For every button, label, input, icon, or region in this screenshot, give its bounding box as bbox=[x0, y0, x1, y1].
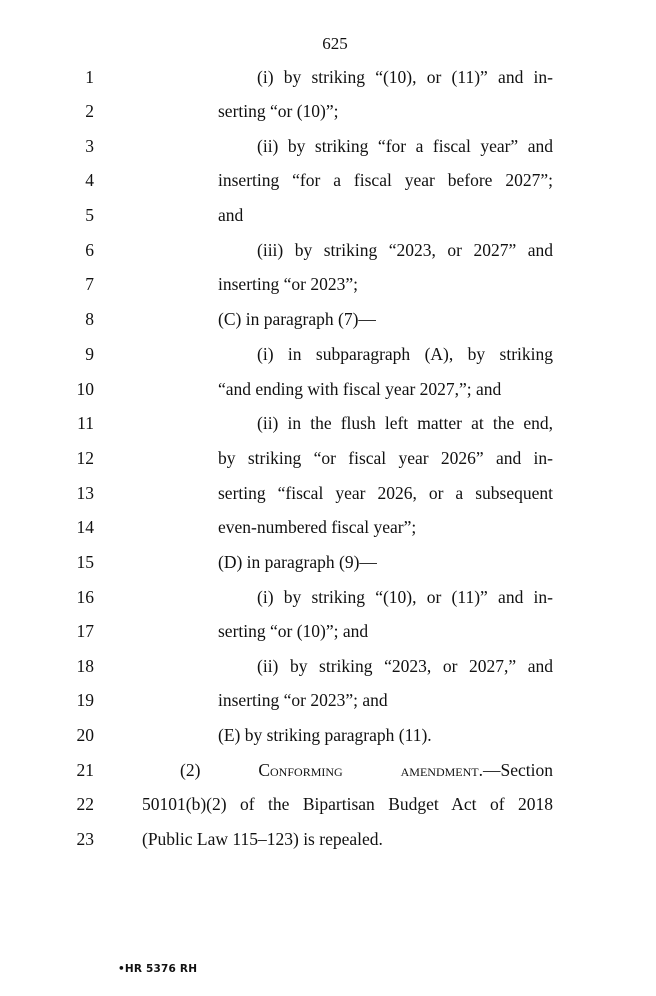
text-line bbox=[0, 685, 656, 715]
line-number: 20 bbox=[76, 725, 94, 745]
text-line bbox=[0, 374, 656, 404]
paragraph-number: (2) bbox=[180, 760, 201, 780]
line-text: (i) by striking “(10), or (11)” and in- bbox=[257, 587, 553, 607]
line-text: (Public Law 115–123) is repealed. bbox=[142, 829, 383, 849]
text-line bbox=[0, 339, 656, 369]
line-number: 17 bbox=[76, 621, 94, 641]
line-text: (ii) by striking “for a fiscal year” and bbox=[257, 136, 553, 156]
line-number: 6 bbox=[85, 240, 94, 260]
text-line bbox=[0, 478, 656, 508]
text-line bbox=[0, 547, 656, 577]
paragraph-heading: Conforming amendment bbox=[258, 760, 479, 780]
paragraph-heading-end: .—Section bbox=[478, 760, 553, 780]
line-text: (D) in paragraph (9)— bbox=[218, 552, 377, 572]
line-text: “and ending with fiscal year 2027,”; and bbox=[218, 379, 502, 399]
text-line bbox=[0, 62, 656, 92]
line-text: and bbox=[218, 205, 244, 225]
line-text: inserting “or 2023”; bbox=[218, 274, 358, 294]
line-text: 50101(b)(2) of the Bipartisan Budget Act of 2018 bbox=[142, 794, 553, 814]
text-line bbox=[0, 824, 656, 854]
line-text: (ii) in the flush left matter at the end, bbox=[257, 413, 553, 433]
line-text: (E) by striking paragraph (11). bbox=[218, 725, 432, 745]
line-text: serting “fiscal year 2026, or a subsequent bbox=[218, 483, 553, 503]
line-number: 18 bbox=[76, 656, 94, 676]
line-number: 4 bbox=[85, 170, 94, 190]
line-text: serting “or (10)”; bbox=[218, 101, 339, 121]
text-line bbox=[0, 131, 656, 161]
line-number: 21 bbox=[76, 760, 94, 780]
line-text: (ii) by striking “2023, or 2027,” and bbox=[257, 656, 553, 676]
text-line bbox=[0, 165, 656, 195]
page-number: 625 bbox=[322, 34, 348, 53]
text-line bbox=[0, 616, 656, 646]
line-text: (C) in paragraph (7)— bbox=[218, 309, 376, 329]
text-line bbox=[0, 789, 656, 819]
line-number: 22 bbox=[76, 794, 94, 814]
line-number: 13 bbox=[76, 483, 94, 503]
text-line bbox=[0, 720, 656, 750]
line-number: 5 bbox=[85, 205, 94, 225]
bill-identifier: •HR 5376 RH bbox=[118, 963, 198, 975]
line-text: even-numbered fiscal year”; bbox=[218, 517, 417, 537]
line-text: serting “or (10)”; and bbox=[218, 621, 369, 641]
line-text: inserting “or 2023”; and bbox=[218, 690, 388, 710]
text-line bbox=[0, 200, 656, 230]
line-number: 1 bbox=[85, 67, 94, 87]
line-number: 8 bbox=[85, 309, 94, 329]
line-number: 9 bbox=[85, 344, 94, 364]
line-text-heading bbox=[180, 755, 553, 785]
line-number: 12 bbox=[76, 448, 94, 468]
line-number: 11 bbox=[77, 413, 94, 433]
line-number: 16 bbox=[76, 587, 94, 607]
text-line bbox=[0, 269, 656, 299]
line-number: 7 bbox=[85, 274, 94, 294]
line-number: 15 bbox=[76, 552, 94, 572]
line-number: 14 bbox=[76, 517, 94, 537]
line-text: by striking “or fiscal year 2026” and in- bbox=[218, 448, 553, 468]
line-text: (i) in subparagraph (A), by striking bbox=[257, 344, 553, 364]
text-line bbox=[0, 235, 656, 265]
text-line bbox=[0, 443, 656, 473]
text-line bbox=[0, 512, 656, 542]
line-number: 2 bbox=[85, 101, 94, 121]
text-line bbox=[0, 304, 656, 334]
line-text: (i) by striking “(10), or (11)” and in- bbox=[257, 67, 553, 87]
line-number: 23 bbox=[76, 829, 94, 849]
line-text: inserting “for a fiscal year before 2027”; bbox=[218, 170, 553, 190]
line-number: 19 bbox=[76, 690, 94, 710]
line-text: (iii) by striking “2023, or 2027” and bbox=[257, 240, 553, 260]
text-line bbox=[0, 96, 656, 126]
text-line bbox=[0, 651, 656, 681]
text-line bbox=[0, 582, 656, 612]
text-line bbox=[0, 408, 656, 438]
line-number: 10 bbox=[76, 379, 94, 399]
text-line bbox=[0, 755, 656, 785]
line-number: 3 bbox=[85, 136, 94, 156]
